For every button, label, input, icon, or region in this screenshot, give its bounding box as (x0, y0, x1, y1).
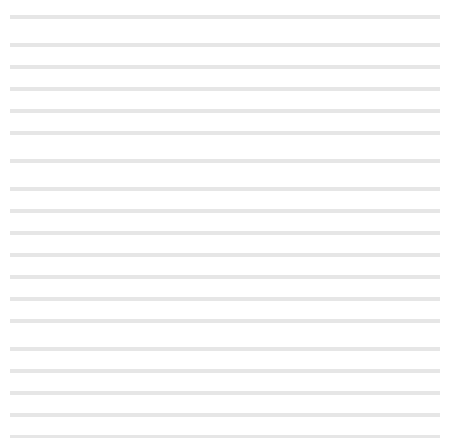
article-paragraph (10, 150, 440, 172)
article-paragraph (10, 6, 440, 28)
article-paragraph (10, 178, 440, 332)
article-paragraph (10, 34, 440, 144)
article-paragraph (10, 338, 440, 438)
